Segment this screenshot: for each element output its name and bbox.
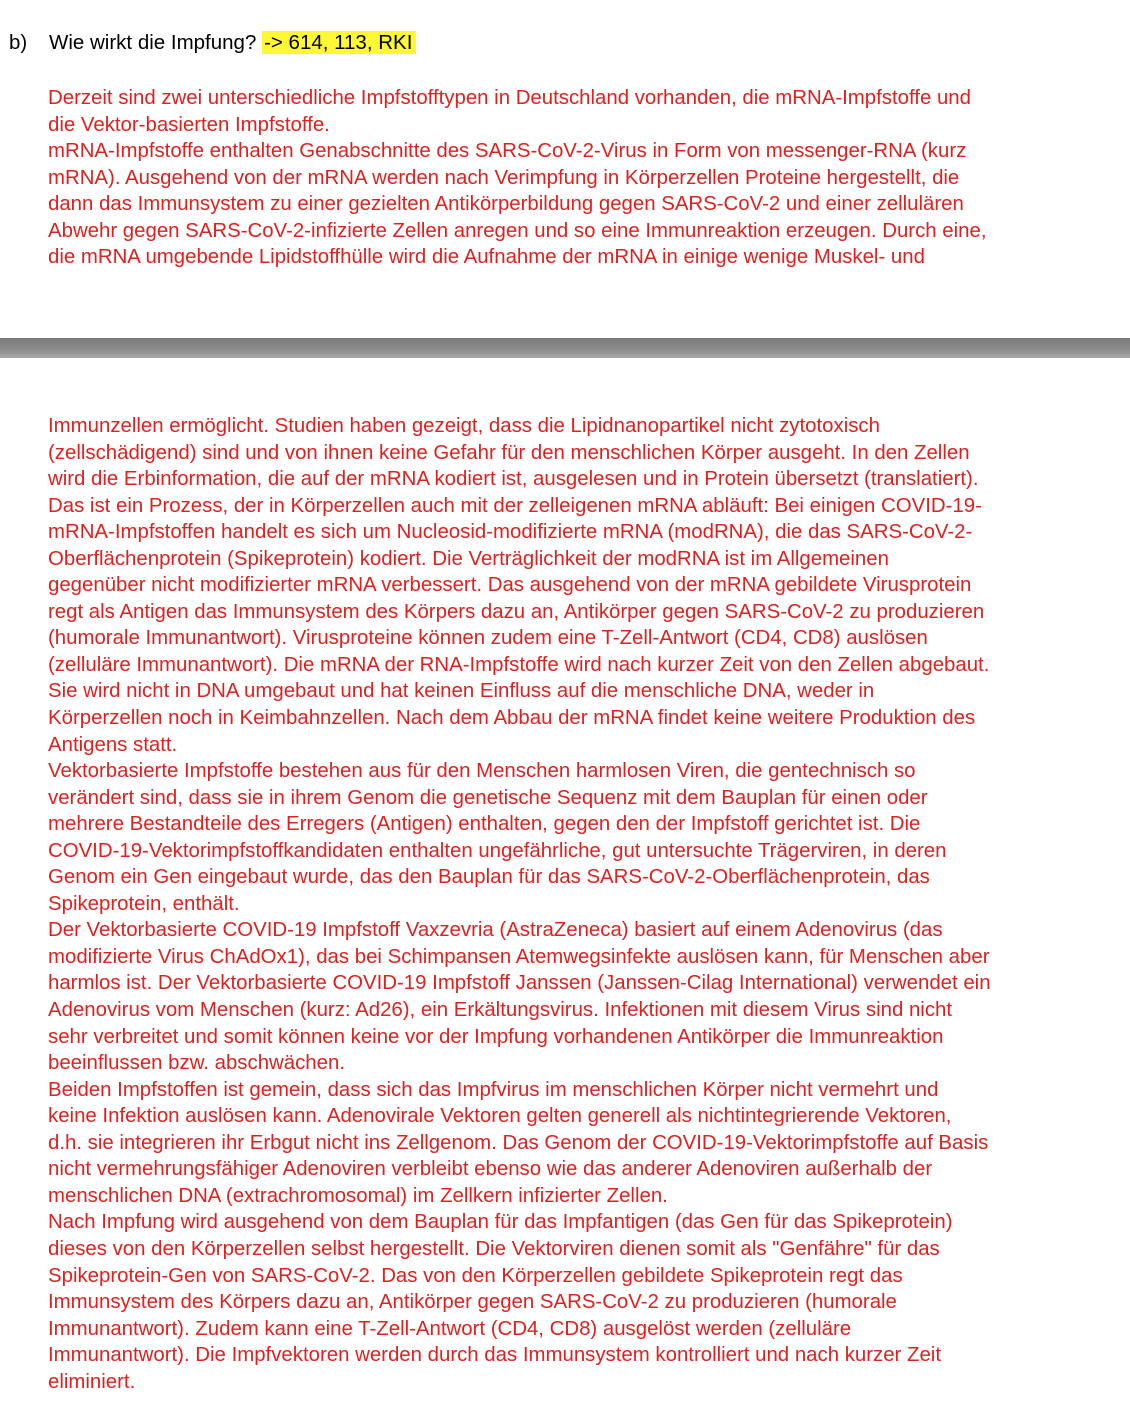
text-line: die Vektor-basierten Impfstoffe.	[48, 113, 330, 136]
text-line: verändert sind, dass sie in ihrem Genom die genetische Sequenz mit dem Bauplan für einen oder	[48, 786, 928, 809]
text-line: nicht vermehrungsfähiger Adenoviren verbleibt ebenso wie das anderer Adenoviren außerhalb der	[48, 1158, 933, 1181]
text-line: mehrere Bestandteile des Erregers (Antigen) enthalten, gegen den der Impfstoff gerichtet ist. Die	[48, 813, 921, 836]
text-line: regt als Antigen das Immunsystem des Körpers dazu an, Antikörper gegen SARS-CoV-2 zu produzieren	[48, 600, 985, 623]
source-reference-highlight: -> 614, 113, RKI	[262, 31, 416, 54]
text-line: Genom ein Gen eingebaut wurde, das den Bauplan für das SARS-CoV-2-Oberflächenprotein, das	[48, 866, 930, 889]
text-line: wird die Erbinformation, die auf der mRNA kodiert ist, ausgelesen und in Protein übersetzt (translatiert).	[48, 468, 979, 491]
text-line: gegenüber nicht modifizierter mRNA verbessert. Das ausgehend von der mRNA gebildete Virusprotein	[48, 574, 972, 597]
answer-text-page-1	[48, 85, 1128, 271]
text-line: harmlos ist. Der Vektorbasierte COVID-19 Impfstoff Janssen (Janssen-Cilag International) verwendet ein	[48, 972, 991, 995]
text-line: (humorale Immunantwort). Virusproteine können zudem eine T-Zell-Antwort (CD4, CD8) auslösen	[48, 627, 928, 650]
text-line: Immunsystem des Körpers dazu an, Antikörper gegen SARS-CoV-2 zu produzieren (humorale	[48, 1291, 897, 1314]
text-line: Das ist ein Prozess, der in Körperzellen auch mit der zelleigenen mRNA abläuft: Bei einigen COVID-19-	[48, 494, 982, 517]
text-line: (zelluläre Immunantwort). Die mRNA der RNA-Impfstoffe wird nach kurzer Zeit von den Zellen abgebaut.	[48, 653, 990, 676]
text-line: mRNA-Impfstoffe enthalten Genabschnitte des SARS-CoV-2-Virus in Form von messenger-RNA (kurz	[48, 140, 967, 163]
text-line: Immunzellen ermöglicht. Studien haben gezeigt, dass die Lipidnanopartikel nicht zytotoxisch	[48, 415, 880, 437]
text-line: Spikeprotein, enthält.	[48, 892, 240, 915]
text-line: Vektorbasierte Impfstoffe bestehen aus für den Menschen harmlosen Viren, die gentechnisch so	[48, 760, 916, 783]
text-line: COVID-19-Vektorimpfstoffkandidaten enthalten ungefährliche, gut untersuchte Trägerviren, in deren	[48, 839, 947, 862]
text-line: Immunantwort). Die Impfvektoren werden durch das Immunsystem kontrolliert und nach kurzer Zeit	[48, 1344, 942, 1367]
answer-text-page-2	[48, 413, 1128, 1395]
text-line: Adenovirus vom Menschen (kurz: Ad26), ein Erkältungsvirus. Infektionen mit diesem Virus sind nicht	[48, 999, 953, 1022]
text-line: keine Infektion auslösen kann. Adenovirale Vektoren gelten generell als nichtintegrierende Vektoren,	[48, 1105, 952, 1128]
text-line: dieses von den Körperzellen selbst hergestellt. Die Vektorviren dienen somit als "Genfähre" für das	[48, 1237, 940, 1260]
text-line: beeinflussen bzw. abschwächen.	[48, 1052, 345, 1075]
text-line: Beiden Impfstoffen ist gemein, dass sich das Impfvirus im menschlichen Körper nicht vermehrt und	[48, 1078, 939, 1101]
text-line: eliminiert.	[48, 1370, 136, 1393]
question-heading	[9, 30, 416, 56]
text-line: dann das Immunsystem zu einer gezielten Antikörperbildung gegen SARS-CoV-2 und einer zellulären	[48, 193, 964, 216]
text-line: Sie wird nicht in DNA umgebaut und hat keinen Einfluss auf die menschliche DNA, weder in	[48, 680, 875, 703]
text-line: die mRNA umgebende Lipidstoffhülle wird die Aufnahme der mRNA in einige wenige Muskel- und	[48, 246, 925, 269]
text-line: Derzeit sind zwei unterschiedliche Impfstofftypen in Deutschland vorhanden, die mRNA-Impfstoffe und	[48, 87, 971, 109]
text-line: Spikeprotein-Gen von SARS-CoV-2. Das von den Körperzellen gebildete Spikeprotein regt das	[48, 1264, 903, 1287]
text-line: Antigens statt.	[48, 733, 178, 756]
page-break-divider	[0, 338, 1130, 358]
text-line: Körperzellen noch in Keimbahnzellen. Nach dem Abbau der mRNA findet keine weitere Produktion des	[48, 707, 976, 730]
text-line: Abwehr gegen SARS-CoV-2-infizierte Zellen anregen und so eine Immunreaktion erzeugen. Durch eine,	[48, 219, 987, 242]
question-text: Wie wirkt die Impfung?	[49, 31, 257, 54]
text-line: sehr verbreitet und somit können keine vor der Impfung vorhandenen Antikörper die Immunreaktion	[48, 1025, 944, 1048]
text-line: Oberflächenprotein (Spikeprotein) kodiert. Die Verträglichkeit der modRNA ist im Allgemeinen	[48, 547, 889, 570]
text-line: (zellschädigend) sind und von ihnen keine Gefahr für den menschlichen Körper ausgeht. In den Zellen	[48, 441, 970, 464]
text-line: modifizierte Virus ChAdOx1), das bei Schimpansen Atemwegsinfekte auslösen kann, für Menschen aber	[48, 945, 990, 968]
text-line: Immunantwort). Zudem kann eine T-Zell-Antwort (CD4, CD8) ausgelöst werden (zelluläre	[48, 1317, 852, 1340]
text-line: menschlichen DNA (extrachromosomal) im Zellkern infizierter Zellen.	[48, 1184, 668, 1207]
text-line: mRNA). Ausgehend von der mRNA werden nach Verimpfung in Körperzellen Proteine hergestellt, die	[48, 166, 960, 189]
text-line: mRNA-Impfstoffen handelt es sich um Nucleosid-modifizierte mRNA (modRNA), die das SARS-CoV-2-	[48, 521, 973, 544]
text-line: Nach Impfung wird ausgehend von dem Bauplan für das Impfantigen (das Gen für das Spikeprotein)	[48, 1211, 953, 1234]
question-label: b)	[9, 31, 28, 54]
text-line: d.h. sie integrieren ihr Erbgut nicht ins Zellgenom. Das Genom der COVID-19-Vektorimpfstoffe auf Basis	[48, 1131, 989, 1154]
text-line: Der Vektorbasierte COVID-19 Impfstoff Vaxzevria (AstraZeneca) basiert auf einem Adenovirus (das	[48, 919, 943, 942]
